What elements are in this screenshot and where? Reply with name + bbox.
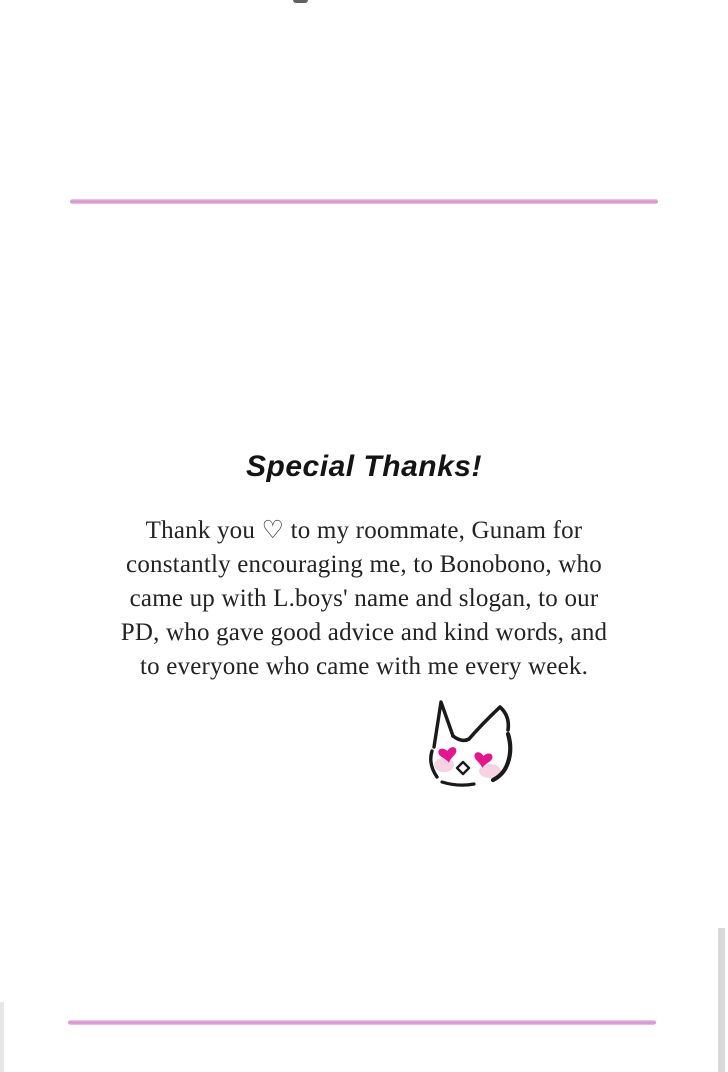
bottom-divider-line	[68, 1020, 656, 1025]
cat-blush-left	[434, 758, 454, 772]
thanks-message-line: Thank you ♡ to my roommate, Gunam for	[145, 517, 583, 544]
thanks-message-line: to everyone who came with me every week.	[139, 653, 589, 680]
cat-heart-eyes-doodle	[408, 686, 540, 798]
thanks-message-line: PD, who gave good advice and kind words, and	[120, 619, 608, 646]
top-divider-line	[70, 199, 658, 204]
page-edge-shadow-left	[0, 1002, 4, 1072]
cat-right-ear-outline	[453, 707, 508, 740]
thanks-message-line: constantly encouraging me, to Bonobono, who	[126, 551, 602, 578]
cat-mouth	[457, 762, 469, 774]
thanks-message-line: came up with L.boys' name and slogan, to our	[129, 585, 599, 612]
special-thanks-heading: Special Thanks!	[246, 450, 482, 483]
page-edge-shadow-right	[718, 928, 725, 1072]
thanks-message	[0, 514, 728, 684]
cat-chin-outline	[442, 782, 474, 785]
cat-left-ear-outline	[434, 702, 453, 747]
cutoff-text-artifact	[293, 0, 308, 3]
